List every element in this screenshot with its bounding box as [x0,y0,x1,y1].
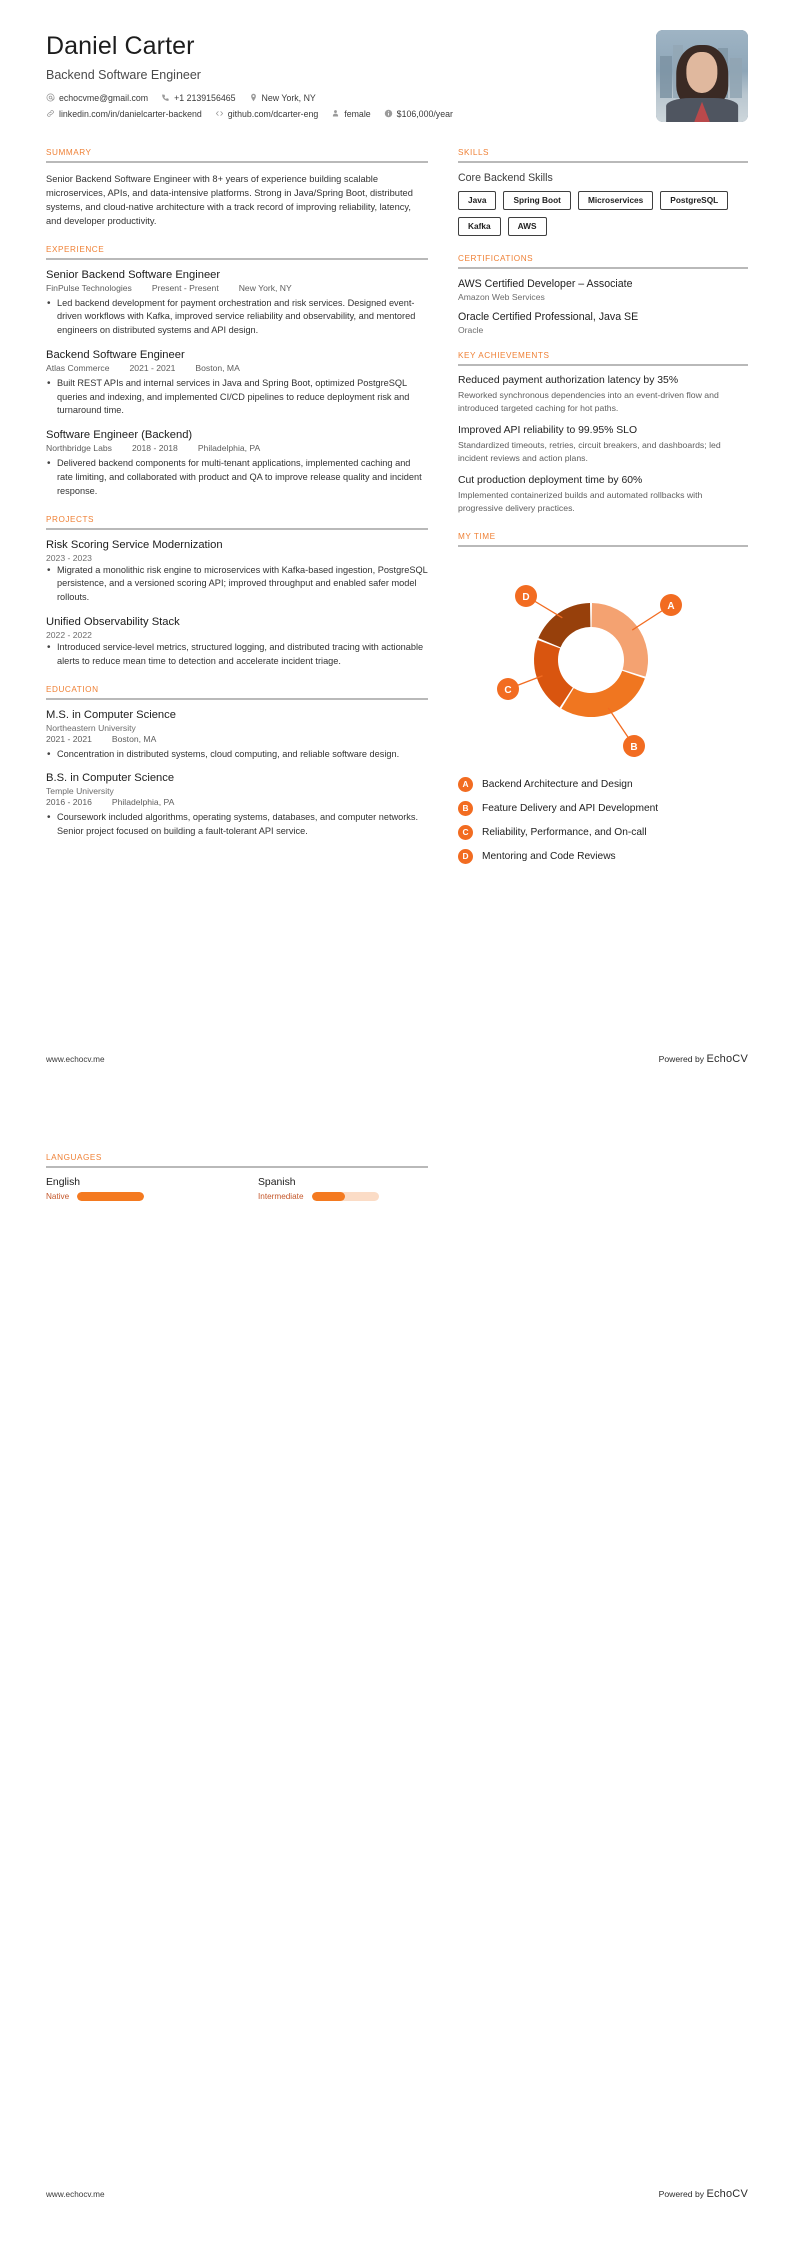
donut-badge-label-c: C [504,684,512,696]
code-icon [215,109,224,118]
education-meta [46,797,428,807]
project-dates: 2023 - 2023 [46,552,92,563]
project-bullets [46,564,428,605]
languages-rule [46,1166,428,1168]
education-location: Boston, MA [111,733,157,744]
education-heading: EDUCATION [46,684,99,694]
project-entry [46,539,428,605]
bullet: • Coursework included algorithms, operating systems, databases, and computer networks. Senior project focused on building a fault-tolerant API service. [46,811,428,839]
legend-item [458,825,748,840]
skill-chip: Spring Boot [503,191,570,210]
certifications-heading: CERTIFICATIONS [458,254,534,264]
legend-badge-a: A [458,777,473,792]
skill-chip: AWS [508,217,547,236]
experience-entry [46,269,428,338]
key-achievements-heading: KEY ACHIEVEMENTS [458,351,550,361]
left-column [46,148,428,880]
contact-linkedin-text: linkedin.com/in/danielcarter-backend [59,108,202,119]
project-title: Unified Observability Stack [46,616,180,629]
education-dates: 2016 - 2016 [46,797,92,808]
education-bullets [46,811,428,839]
language-row [258,1192,428,1201]
achievement-item [458,475,748,515]
legend-item [458,801,748,816]
education-degree: M.S. in Computer Science [46,708,176,721]
achievement-title: Reduced payment authorization latency by 35% [458,375,679,387]
skills-heading: SKILLS [458,148,490,157]
donut-slice-a [592,603,648,677]
achievement-title: Cut production deployment time by 60% [458,475,643,487]
resume-sheet-2 [0,1123,794,2246]
language-progress-fill [77,1192,144,1201]
project-bullets [46,641,428,669]
resume-header [46,30,748,122]
footer-brand [659,2188,748,2200]
right-column-page2 [458,1153,748,1217]
project-title: Risk Scoring Service Modernization [46,538,223,551]
section-key-achievements [458,351,748,515]
contact-phone-text: +1 2139156465 [174,92,236,103]
projects-rule [46,528,428,530]
footer-powered-prefix: Powered by [658,2189,707,2199]
experience-title: Software Engineer (Backend) [46,429,193,442]
education-rule [46,698,428,700]
experience-meta [46,363,428,373]
link-icon [46,109,55,118]
contact-list [46,93,476,119]
donut-badge-label-b: B [630,741,638,753]
skills-group-label: Core Backend Skills [458,172,553,184]
experience-title: Backend Software Engineer [46,348,185,361]
certification-issuer: Amazon Web Services [458,292,545,303]
candidate-job-title: Backend Software Engineer [46,67,201,82]
section-projects [46,515,428,669]
bullet: • Concentration in distributed systems, cloud computing, and reliable software design. [46,748,428,762]
experience-bullets [46,377,428,418]
experience-dates: 2018 - 2018 [131,443,178,454]
language-progress-bar [77,1192,144,1201]
education-meta [46,734,428,744]
bullet: • Migrated a monolithic risk engine to microservices with Kafka-based ingestion, PostgreSQL persistence, and a versioned scoring API; improved throughput and enabled safer model rollouts. [46,564,428,605]
footer-powered-prefix: Powered by [658,1054,707,1064]
legend-badge-d: D [458,849,473,864]
left-column-page2 [46,1153,428,1217]
experience-title: Senior Backend Software Engineer [46,268,221,281]
education-school: Temple University [46,786,114,797]
section-summary [46,148,428,229]
education-entry [46,772,428,839]
section-languages [46,1153,428,1201]
legend-label-a: Backend Architecture and Design [482,778,633,790]
my-time-legend [458,777,748,864]
footer-url[interactable]: www.echocv.me [46,1054,105,1064]
achievement-desc: Reworked synchronous dependencies into an event-driven flow and introduced targeted caching for hot paths. [458,390,719,414]
language-row [46,1192,216,1201]
contact-gender [331,109,370,119]
contact-phone[interactable] [161,93,235,103]
section-my-time [458,532,748,864]
language-level: Native [46,1192,70,1201]
contact-github-text: github.com/dcarter-eng [227,108,319,119]
skill-chip: Java [458,191,496,210]
resume-columns-page2 [46,1153,748,1217]
bullet: • Introduced service-level metrics, structured logging, and distributed tracing with actionable alerts to reduce mean time to detection and accelerate incident triage. [46,641,428,669]
certifications-rule [458,267,748,269]
legend-item [458,777,748,792]
experience-entry [46,349,428,418]
language-item [46,1177,216,1201]
experience-heading: EXPERIENCE [46,244,105,254]
donut-badge-label-a: A [667,600,675,612]
education-dates: 2021 - 2021 [46,733,92,744]
section-skills [458,148,748,236]
experience-org: FinPulse Technologies [46,282,132,293]
legend-badge-b: B [458,801,473,816]
experience-org: Northbridge Labs [46,443,112,454]
footer-url[interactable]: www.echocv.me [46,2189,105,2199]
legend-label-b: Feature Delivery and API Development [482,802,659,814]
summary-rule [46,161,428,163]
certification-name: AWS Certified Developer – Associate [458,278,633,291]
legend-label-c: Reliability, Performance, and On-call [482,826,647,838]
language-name: Spanish [258,1177,296,1188]
donut-slice-c [534,639,573,707]
experience-bullets [46,297,428,338]
donut-slice-d [538,603,590,647]
language-list [46,1177,428,1201]
resume-columns [46,148,748,880]
experience-location: Boston, MA [195,362,240,373]
education-location: Philadelphia, PA [111,797,175,808]
skill-chip: PostgreSQL [660,191,728,210]
contact-salary-text: $106,000/year [396,108,453,119]
achievement-item [458,425,748,465]
languages-heading: LANGUAGES [46,1153,102,1162]
person-icon [331,109,340,118]
language-item [258,1177,428,1201]
certification-item [458,311,748,335]
skill-chip: Kafka [458,217,501,236]
language-progress-bar [312,1192,379,1201]
donut-badge-label-d: D [522,591,530,603]
section-certifications [458,254,748,335]
footer-page-2 [46,2188,748,2200]
experience-meta [46,443,428,453]
contact-email-text: echocvme@gmail.com [59,92,149,103]
footer-brand-name: EchoCV [706,1053,748,1065]
my-time-heading: MY TIME [458,531,496,541]
profile-photo [656,30,748,122]
contact-gender-text: female [344,108,371,119]
skills-rule [458,161,748,163]
experience-dates: Present - Present [151,282,219,293]
footer-page-1 [46,1053,748,1065]
bullet: • Delivered backend components for multi-tenant applications, implemented caching and rate limiting, and collaborated with product and QA to improve release quality and incident response. [46,457,428,498]
experience-location: Philadelphia, PA [197,443,261,454]
skill-chip-list [458,191,748,236]
section-experience [46,245,428,499]
header-text-block [46,30,476,119]
footer-brand [659,1053,748,1065]
certification-item [458,278,748,302]
bullet: • Built REST APIs and internal services in Java and Spring Boot, optimized PostgreSQL queries and indexing, and implemented CI/CD pipelines to reduce deployment risk and turnaround time. [46,377,428,418]
education-bullets [46,748,428,762]
experience-location: New York, NY [238,282,292,293]
summary-heading: SUMMARY [46,148,92,157]
experience-entry [46,429,428,498]
email-icon [46,93,55,102]
education-entry [46,709,428,762]
key-achievements-rule [458,364,748,366]
skill-chip: Microservices [578,191,653,210]
legend-label-d: Mentoring and Code Reviews [482,850,616,862]
contact-email[interactable] [46,93,148,103]
experience-meta [46,283,428,293]
project-entry [46,616,428,669]
summary-text: Senior Backend Software Engineer with 8+ years of experience building scalable microservices, APIs, and data-intensive platforms. Strong in Java/Spring Boot, distributed systems, and cloud-native architecture with a track record of improving reliability, latency, and developer productivity. [46,174,413,227]
achievement-item [458,375,748,415]
location-icon [249,93,258,102]
language-level: Intermediate [258,1192,304,1201]
bullet: • Led backend development for payment orchestration and risk services. Designed event-driven workflows with Kafka, improved service reliability and observability, and mentored engineers on distributed systems and API design. [46,297,428,338]
section-education [46,685,428,839]
candidate-name: Daniel Carter [46,32,195,60]
legend-item [458,849,748,864]
language-progress-fill [312,1192,346,1201]
achievement-desc: Implemented containerized builds and automated rollbacks with progressive delivery practices. [458,490,703,514]
experience-bullets [46,457,428,498]
project-dates: 2022 - 2022 [46,630,92,641]
my-time-donut-chart [458,563,748,763]
footer-brand-name: EchoCV [706,2188,748,2200]
right-column [458,148,748,880]
phone-icon [161,93,170,102]
projects-heading: PROJECTS [46,514,95,524]
donut-svg [488,563,718,763]
contact-location [249,93,316,103]
info-icon [384,109,393,118]
experience-org: Atlas Commerce [46,362,110,373]
contact-location-text: New York, NY [261,92,316,103]
certification-issuer: Oracle [458,325,484,336]
achievement-title: Improved API reliability to 99.95% SLO [458,425,638,437]
contact-salary [384,109,453,119]
certification-name: Oracle Certified Professional, Java SE [458,311,639,324]
experience-rule [46,258,428,260]
language-name: English [46,1177,81,1188]
contact-github[interactable] [215,109,318,119]
contact-linkedin[interactable] [46,109,202,119]
legend-badge-c: C [458,825,473,840]
achievement-desc: Standardized timeouts, retries, circuit breakers, and dashboards; led incident reviews and action plans. [458,440,721,464]
my-time-rule [458,545,748,547]
education-school: Northeastern University [46,722,136,733]
donut-slice-b [561,670,645,716]
experience-dates: 2021 - 2021 [129,362,176,373]
education-degree: B.S. in Computer Science [46,772,175,785]
